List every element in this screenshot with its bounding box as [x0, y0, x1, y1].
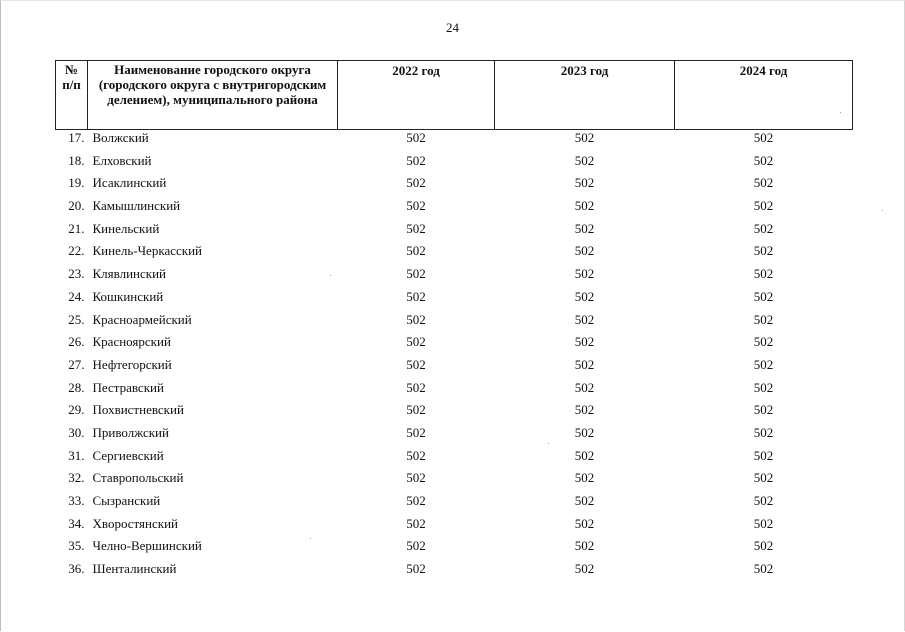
- table-body: [56, 130, 853, 584]
- value-2023: 502: [574, 515, 595, 531]
- row-number: 31.: [68, 447, 85, 463]
- value-2023: 502: [574, 243, 595, 259]
- value-2023: 502: [574, 424, 595, 440]
- scan-speck: [840, 112, 841, 113]
- table-row: [56, 538, 853, 561]
- value-2022: 502: [406, 447, 426, 463]
- value-2024: 502: [753, 243, 774, 259]
- row-number: 35.: [68, 538, 85, 554]
- row-number: 18.: [68, 152, 85, 168]
- value-2024: 502: [753, 130, 774, 145]
- value-2024: 502: [753, 175, 774, 191]
- municipality-name: Красноармейский: [92, 311, 192, 327]
- scan-speck: [310, 538, 311, 539]
- municipality-name: Приволжский: [92, 424, 169, 440]
- table-row: [56, 448, 853, 471]
- value-2024: 502: [753, 198, 774, 214]
- municipality-name: Челно-Вершинский: [92, 538, 202, 554]
- header-year-2022: 2022 год: [338, 61, 495, 130]
- table-row: [56, 289, 853, 312]
- value-2023: 502: [574, 447, 595, 463]
- table-row: [56, 402, 853, 425]
- value-2024: 502: [753, 266, 774, 282]
- value-2022: 502: [406, 220, 426, 236]
- row-number: 26.: [68, 334, 85, 350]
- row-number: 27.: [68, 356, 85, 372]
- municipality-name: Сергиевский: [92, 447, 164, 463]
- row-number: 21.: [68, 220, 85, 236]
- header-year-2024: 2024 год: [675, 61, 853, 130]
- row-number: 28.: [68, 379, 85, 395]
- value-2022: 502: [406, 152, 426, 168]
- header-year-2023: 2023 год: [495, 61, 675, 130]
- value-2023: 502: [574, 379, 595, 395]
- row-number: 17.: [68, 130, 85, 145]
- scan-speck: [330, 275, 331, 276]
- value-2023: 502: [574, 175, 595, 191]
- value-2022: 502: [406, 175, 426, 191]
- table-row: [56, 221, 853, 244]
- value-2022: 502: [406, 561, 426, 577]
- row-number: 34.: [68, 515, 85, 531]
- value-2024: 502: [753, 561, 774, 577]
- header-row: [56, 61, 853, 130]
- value-2023: 502: [574, 493, 595, 508]
- municipality-name: Похвистневский: [92, 402, 184, 418]
- municipality-name: Нефтегорский: [92, 356, 172, 372]
- municipality-name: Красноярский: [92, 334, 171, 350]
- value-2022: 502: [406, 243, 426, 259]
- page-number: 24: [446, 20, 459, 35]
- value-2022: 502: [406, 266, 426, 282]
- value-2022: 502: [406, 493, 426, 508]
- value-2023: 502: [574, 311, 595, 327]
- value-2023: 502: [574, 356, 595, 372]
- municipality-name: Камышлинский: [92, 198, 181, 214]
- table-row: [56, 312, 853, 335]
- value-2023: 502: [574, 288, 595, 304]
- municipality-name: Пестравский: [92, 379, 164, 395]
- value-2022: 502: [406, 515, 426, 531]
- municipality-name: Кошкинский: [92, 288, 164, 304]
- table-row: [56, 561, 853, 584]
- municipality-name: Исаклинский: [92, 175, 167, 191]
- value-2023: 502: [574, 266, 595, 282]
- municipality-name: Сызранский: [92, 493, 161, 508]
- row-number: 22.: [68, 243, 85, 259]
- row-number: 33.: [68, 493, 85, 508]
- table-row: [56, 175, 853, 198]
- value-2023: 502: [574, 152, 595, 168]
- value-2022: 502: [406, 288, 426, 304]
- table-row: [56, 516, 853, 539]
- value-2022: 502: [406, 334, 426, 350]
- header-number: № п/п: [56, 61, 88, 130]
- value-2023: 502: [574, 130, 595, 145]
- scan-speck: [882, 210, 883, 211]
- row-number: 29.: [68, 402, 85, 418]
- value-2024: 502: [753, 152, 774, 168]
- table-row: [56, 357, 853, 380]
- row-number: 23.: [68, 266, 85, 282]
- row-number: 24.: [68, 288, 85, 304]
- table-row: [56, 198, 853, 221]
- value-2024: 502: [753, 220, 774, 236]
- value-2023: 502: [574, 470, 595, 486]
- table-row: [56, 470, 853, 493]
- municipality-name: Елховский: [92, 152, 152, 168]
- value-2024: 502: [753, 493, 774, 508]
- value-2023: 502: [574, 402, 595, 418]
- value-2024: 502: [753, 515, 774, 531]
- value-2024: 502: [753, 311, 774, 327]
- table-row: [56, 493, 853, 516]
- table-row: [56, 334, 853, 357]
- row-number: 30.: [68, 424, 85, 440]
- value-2022: 502: [406, 379, 426, 395]
- row-number: 25.: [68, 311, 85, 327]
- table-row: [56, 153, 853, 176]
- table-row: [56, 425, 853, 448]
- table-row: [56, 380, 853, 403]
- row-number: 32.: [68, 470, 85, 486]
- value-2022: 502: [406, 311, 426, 327]
- value-2022: 502: [406, 470, 426, 486]
- value-2022: 502: [406, 356, 426, 372]
- subsidy-table: [55, 60, 853, 584]
- value-2022: 502: [406, 424, 426, 440]
- municipality-name: Кинель-Черкасский: [92, 243, 202, 259]
- value-2023: 502: [574, 538, 595, 554]
- scan-speck: [548, 443, 549, 444]
- value-2023: 502: [574, 334, 595, 350]
- row-number: 20.: [68, 198, 85, 214]
- municipality-name: Ставропольский: [92, 470, 184, 486]
- header-municipality-name: Наименование городского округа (городского округа с внутригородским делением), муниципального района: [88, 61, 338, 130]
- municipality-name: Шенталинский: [92, 561, 177, 577]
- value-2024: 502: [753, 334, 774, 350]
- municipality-name: Кинельский: [92, 220, 160, 236]
- municipality-name: Хворостянский: [92, 515, 178, 531]
- value-2022: 502: [406, 402, 426, 418]
- value-2024: 502: [753, 447, 774, 463]
- table-row: [56, 266, 853, 289]
- value-2023: 502: [574, 561, 595, 577]
- value-2024: 502: [753, 379, 774, 395]
- value-2022: 502: [406, 198, 426, 214]
- value-2024: 502: [753, 470, 774, 486]
- table-row: [56, 130, 853, 153]
- municipality-name: Клявлинский: [92, 266, 167, 282]
- value-2022: 502: [406, 130, 426, 145]
- value-2024: 502: [753, 424, 774, 440]
- table-header: [56, 61, 853, 130]
- value-2022: 502: [406, 538, 426, 554]
- municipality-name: Волжский: [92, 130, 149, 145]
- table-row: [56, 243, 853, 266]
- value-2023: 502: [574, 198, 595, 214]
- row-number: 36.: [68, 561, 85, 577]
- value-2023: 502: [574, 220, 595, 236]
- value-2024: 502: [753, 288, 774, 304]
- value-2024: 502: [753, 538, 774, 554]
- row-number: 19.: [68, 175, 85, 191]
- value-2024: 502: [753, 402, 774, 418]
- value-2024: 502: [753, 356, 774, 372]
